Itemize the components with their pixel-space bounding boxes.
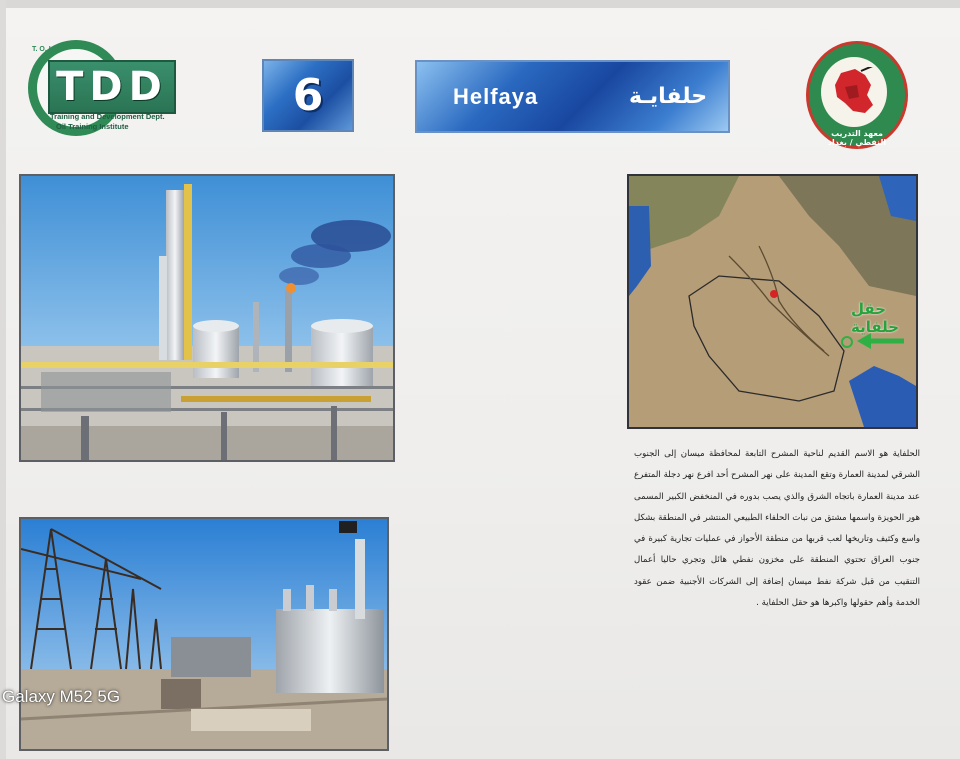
slide-number: 6 (292, 70, 324, 121)
refinery-photo (19, 174, 395, 462)
tdd-logo-box (48, 60, 176, 114)
title-english: Helfaya (453, 84, 539, 109)
tdd-logo (28, 38, 176, 144)
map-field-label: حقل حلفاية (851, 300, 900, 336)
tdd-logo-arc-text: T. O. I (32, 46, 51, 53)
tdd-logo-line1: Training and Development Dept. (50, 112, 165, 121)
sheet-top-edge (0, 0, 960, 8)
tdd-logo-letters: TDD (56, 64, 168, 110)
description-paragraph: الحلفاية هو الاسم القديم لناحية المشرح التابعة لمحافظة ميسان إلى الجنوب الشرقي لمدينة العمارة وتقع المدينة على نهر المشرح أحد افرع نهر دجلة المتفرع عند مدينة العمارة باتجاه الشرق والذي يصب بدوره في المنخفض الكبير المسمى هور الحويزة واسمها مشتق من نبات الحلفاء الطبيعي المنتشر في المنطقة بشكل واسع وكثيف وتاريخها لعب قربها من منطقة الأحواز في عمليات تجارية كبيرة في جنوب العراق تحتوي المنطقة على مخزون نفطي هائل وتجري حاليا أعمال التنقيب من قبل شركة نفط ميسان إضافة إلى الشركات الأجنبية ضمن عقود الخدمة وأهم حقولها واكبرها هو حقل الحلفاية . (634, 449, 920, 609)
substation-photo (19, 517, 389, 751)
slide-number-badge (262, 59, 354, 132)
institute-seal (806, 41, 908, 151)
title-arabic: حلفايـة (629, 84, 708, 109)
refinery-illustration (21, 176, 393, 460)
tdd-logo-line2: Oil Training Institute (56, 122, 129, 131)
substation-illustration (21, 519, 387, 749)
title-banner (415, 60, 730, 133)
iraq-map-icon (831, 67, 877, 117)
institute-seal-text: معهد التدريب النفطي / بغداد (827, 129, 887, 147)
sheet-left-edge (0, 0, 6, 759)
camera-watermark: Galaxy M52 5G (2, 687, 121, 706)
description-text-block (634, 444, 920, 614)
location-map (627, 174, 918, 429)
